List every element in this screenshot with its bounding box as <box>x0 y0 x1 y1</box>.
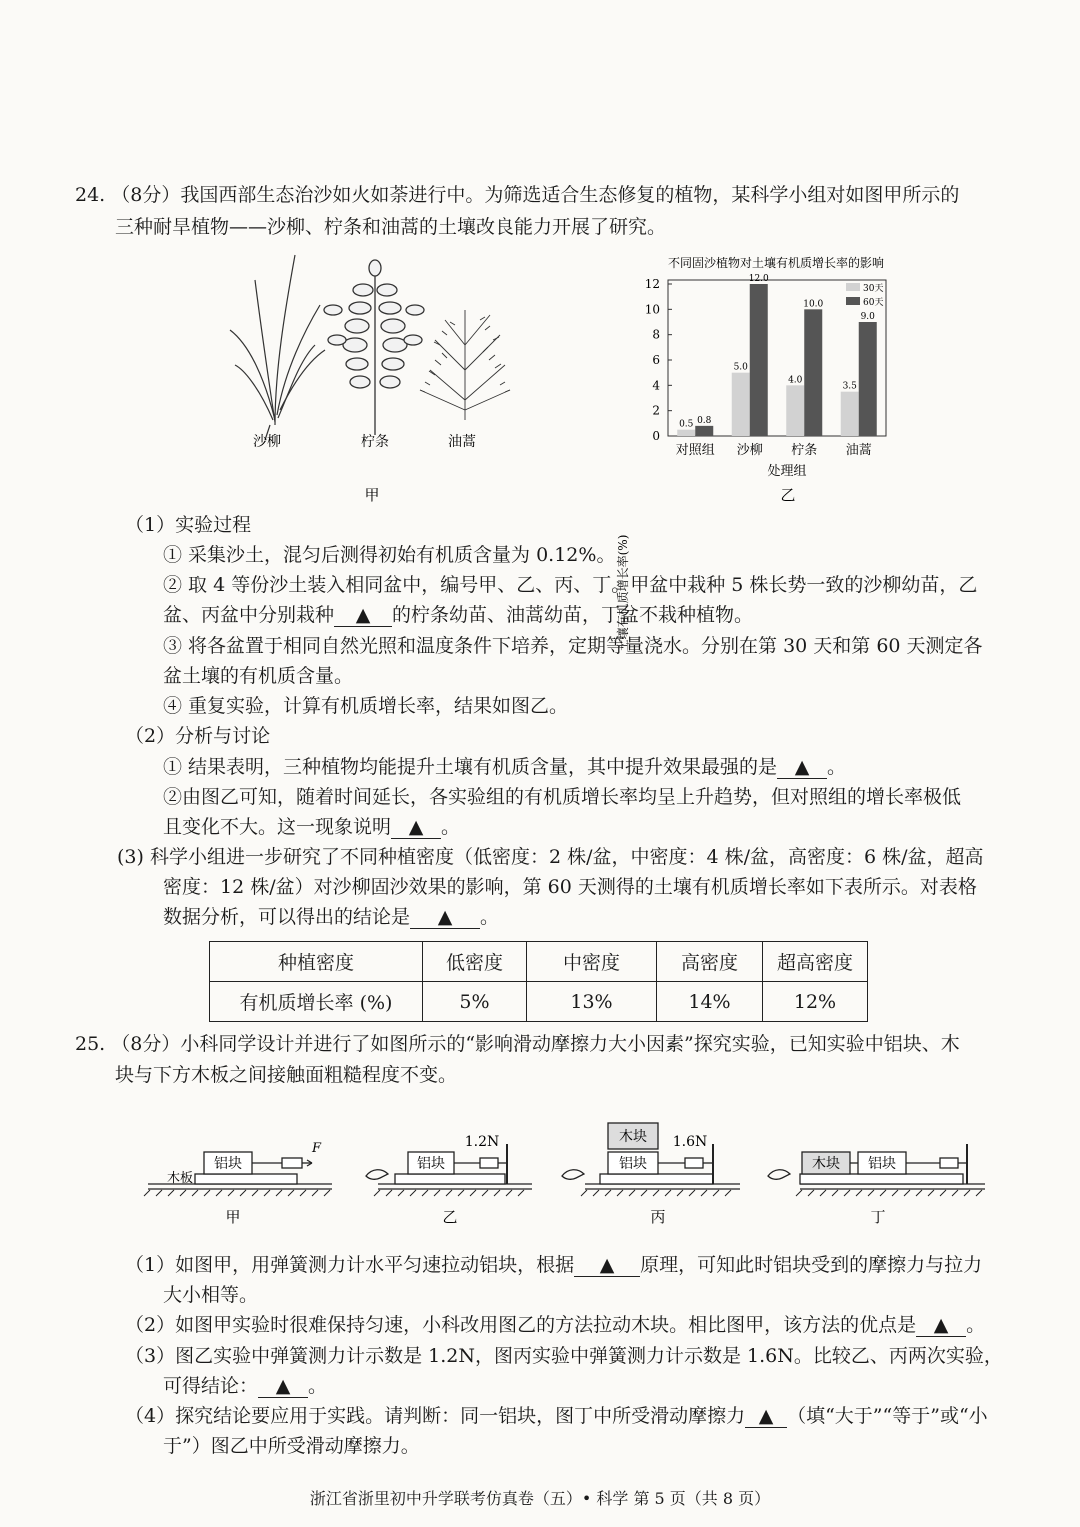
q24-part1-title: （1）实验过程 <box>125 514 252 536</box>
x-category-label: 沙柳 <box>736 443 763 458</box>
figure-bing-label: 丙 <box>650 1208 666 1226</box>
q25-heading-cont: 块与下方木板之间接触面粗糙程度不变。 <box>115 1064 458 1086</box>
table-cell: 低密度 <box>423 942 527 982</box>
q24-analysis1 <box>163 752 846 782</box>
organic-matter-bar-chart <box>605 250 915 652</box>
spring-reading-bing: 1.6N <box>672 1134 708 1150</box>
q25-part2-post: 。 <box>966 1314 986 1336</box>
q25-part3: （3）图乙实验中弹簧测力计示数是 1.2N，图丙实验中弹簧测力计示数是 1.6N。比较乙、丙两次实验， <box>125 1345 1003 1367</box>
q25-heading: 25. （8分）小科同学设计并进行了如图所示的“影响滑动摩擦力大小因素”探究实验，已知实验中铝块、木 <box>75 1033 960 1055</box>
answer-blank[interactable]: ▲ <box>334 604 392 627</box>
legend-label-30: 30天 <box>863 284 884 294</box>
chart-xlabel: 处理组 <box>767 464 807 479</box>
bar-value-label: 5.0 <box>733 362 748 373</box>
y-tick-label: 8 <box>652 327 660 342</box>
q24-analysis1-pre: ① 结果表明，三种植物均能提升土壤有机质含量，其中提升效果最强的是 <box>163 756 778 778</box>
q24-heading: 24. （8分）我国西部生态治沙如火如荼进行中。为筛选适合生态修复的植物，某科学小组对如图甲所示的 <box>75 184 960 206</box>
y-tick-label: 0 <box>652 429 660 443</box>
youhao-plant-illustration <box>420 310 510 420</box>
q24-step2-cont-pre: 盆、丙盆中分别栽种 <box>163 604 335 626</box>
q24-analysis2-cont-post: 。 <box>441 816 461 838</box>
figure-ding-label: 丁 <box>870 1208 886 1226</box>
figure-yi-caption: 乙 <box>780 486 796 504</box>
q24-part3-cont: 密度：12 株/盆）对沙柳固沙效果的影响，第 60 天测得的土壤有机质增长率如下表所示。对表格 <box>163 876 977 898</box>
chart-title: 不同固沙植物对土壤有机质增长率的影响 <box>667 256 885 270</box>
ningtiao-plant-illustration <box>324 260 424 435</box>
figure-jia-label: 甲 <box>225 1208 241 1226</box>
q24-step2-cont-post: 的柠条幼苗、油蒿幼苗，丁盆不栽种植物。 <box>392 604 754 626</box>
x-category-label: 油蒿 <box>845 443 872 458</box>
legend-label-60: 60天 <box>863 298 884 308</box>
block-label: 铝块 <box>868 1156 896 1172</box>
legend-swatch-30 <box>846 283 860 291</box>
answer-blank[interactable]: ▲ <box>391 816 441 839</box>
table-cell: 5% <box>423 982 527 1022</box>
plant-label-shaliu: 沙柳 <box>253 434 281 450</box>
block-label: 铝块 <box>417 1156 445 1172</box>
chart-ylabel: 土壤有机质增长率(%) <box>616 534 630 652</box>
answer-blank[interactable]: ▲ <box>574 1254 640 1277</box>
setup-bing <box>562 1123 740 1196</box>
answer-blank[interactable]: ▲ <box>745 1405 787 1428</box>
spring-reading-yi: 1.2N <box>464 1134 500 1150</box>
bar-30d <box>786 385 804 436</box>
q25-part1 <box>125 1250 982 1280</box>
q24-step2-cont <box>163 600 753 630</box>
q24-part3-cont2 <box>163 902 499 932</box>
y-tick-label: 4 <box>652 378 660 393</box>
shaliu-plant-illustration <box>230 255 325 440</box>
q24-part3-cont2-pre: 数据分析，可以得出的结论是 <box>163 906 411 928</box>
q25-part4-post: （填“大于”“等于”或“小 <box>787 1405 988 1427</box>
answer-blank[interactable]: ▲ <box>258 1375 308 1398</box>
bar-60d <box>859 322 877 436</box>
x-category-label: 对照组 <box>675 443 715 458</box>
q24-analysis2: ②由图乙可知，随着时间延长，各实验组的有机质增长率均呈上升趋势，但对照组的增长率极低 <box>163 786 962 808</box>
q25-part1-post: 原理，可知此时铝块受到的摩擦力与拉力 <box>640 1254 983 1276</box>
bar-60d <box>804 309 822 436</box>
q25-part3-cont <box>163 1371 327 1401</box>
bar-30d <box>841 392 859 436</box>
table-row <box>210 942 868 982</box>
plant-label-ningtiao: 柠条 <box>361 434 389 450</box>
friction-experiment-figure <box>140 1118 1000 1233</box>
page-footer: 浙江省浙里初中升学联考仿真卷（五）• 科学 第 5 页（共 8 页） <box>309 1489 771 1508</box>
bar-value-label: 0.5 <box>679 419 694 430</box>
legend-swatch-60 <box>846 297 860 305</box>
q25-part4-pre: （4）探究结论要应用于实践。请判断：同一铝块，图丁中所受滑动摩擦力 <box>125 1405 746 1427</box>
q25-part2-pre: （2）如图甲实验时很难保持匀速，小科改用图乙的方法拉动木块。相比图甲，该方法的优点是 <box>125 1314 917 1336</box>
table-cell: 有机质增长率 (%) <box>210 982 423 1022</box>
wood-block-label: 木块 <box>619 1129 647 1145</box>
bar-60d <box>750 284 768 436</box>
q24-step3-cont: 盆土壤的有机质含量。 <box>163 665 354 687</box>
block-label: 铝块 <box>214 1156 242 1172</box>
q24-step3: ③ 将各盆置于相同自然光照和温度条件下培养，定期等量浇水。分别在第 30 天和第 60 天测定各 <box>163 635 983 657</box>
bar-value-label: 0.8 <box>697 415 712 426</box>
table-row <box>210 982 868 1022</box>
q24-heading-cont: 三种耐旱植物——沙柳、柠条和油蒿的土壤改良能力开展了研究。 <box>115 216 667 238</box>
table-cell: 14% <box>657 982 763 1022</box>
block-label: 铝块 <box>619 1156 647 1172</box>
bar-value-label: 3.5 <box>842 381 857 392</box>
force-label: F <box>312 1141 322 1156</box>
bar-30d <box>677 430 695 436</box>
plant-label-youhao: 油蒿 <box>448 434 476 450</box>
answer-blank[interactable]: ▲ <box>410 906 480 929</box>
q25-part1-pre: （1）如图甲，用弹簧测力计水平匀速拉动铝块，根据 <box>125 1254 575 1276</box>
q25-part3-cont-pre: 可得结论： <box>163 1375 259 1397</box>
bar-value-label: 12.0 <box>748 274 769 284</box>
bar-60d <box>695 426 713 436</box>
q25-part3-cont-post: 。 <box>308 1375 328 1397</box>
q24-analysis1-post: 。 <box>827 756 847 778</box>
q25-part4 <box>125 1401 988 1431</box>
table-cell: 种植密度 <box>210 942 423 982</box>
q25-part1-cont: 大小相等。 <box>163 1284 259 1306</box>
table-cell: 中密度 <box>527 942 657 982</box>
density-table <box>209 941 868 1022</box>
q24-analysis2-cont-pre: 且变化不大。这一现象说明 <box>163 816 392 838</box>
x-category-label: 柠条 <box>791 443 818 458</box>
setup-yi <box>366 1144 532 1196</box>
q24-part3: (3) 科学小组进一步研究了不同种植密度（低密度：2 株/盆，中密度：4 株/盆，高密度：6 株/盆，超高 <box>117 846 984 868</box>
q24-part3-cont2-post: 。 <box>480 906 500 928</box>
wood-block-label: 木块 <box>812 1156 840 1172</box>
q24-analysis2-cont <box>163 812 460 842</box>
y-tick-label: 2 <box>652 403 660 418</box>
bar-value-label: 10.0 <box>803 299 824 310</box>
figure-jia-caption: 甲 <box>364 486 380 504</box>
y-tick-label: 10 <box>644 302 660 317</box>
figure-yi-label: 乙 <box>442 1208 458 1226</box>
y-tick-label: 12 <box>644 277 660 291</box>
board-label: 木板 <box>166 1171 194 1186</box>
q24-step2: ② 取 4 等份沙土装入相同盆中，编号甲、乙、丙、丁。甲盆中栽种 5 株长势一致的沙柳幼苗，乙 <box>163 574 978 596</box>
bar-value-label: 9.0 <box>860 312 875 322</box>
table-cell: 12% <box>763 982 868 1022</box>
table-cell: 高密度 <box>657 942 763 982</box>
q24-part2-title: （2）分析与讨论 <box>125 725 271 747</box>
y-tick-label: 6 <box>652 353 660 367</box>
bar-30d <box>732 373 750 436</box>
bar-value-label: 4.0 <box>788 375 803 386</box>
plant-figure <box>215 250 525 510</box>
table-cell: 13% <box>527 982 657 1022</box>
q24-step4: ④ 重复实验，计算有机质增长率，结果如图乙。 <box>163 695 569 717</box>
q24-step1: ① 采集沙土，混匀后测得初始有机质含量为 0.12%。 <box>163 544 616 566</box>
table-cell: 超高密度 <box>763 942 868 982</box>
answer-blank[interactable]: ▲ <box>916 1314 966 1337</box>
chart-legend <box>846 283 883 308</box>
answer-blank[interactable]: ▲ <box>777 756 827 779</box>
q25-part4-cont: 于”）图乙中所受滑动摩擦力。 <box>163 1435 420 1457</box>
q25-part2 <box>125 1310 985 1340</box>
